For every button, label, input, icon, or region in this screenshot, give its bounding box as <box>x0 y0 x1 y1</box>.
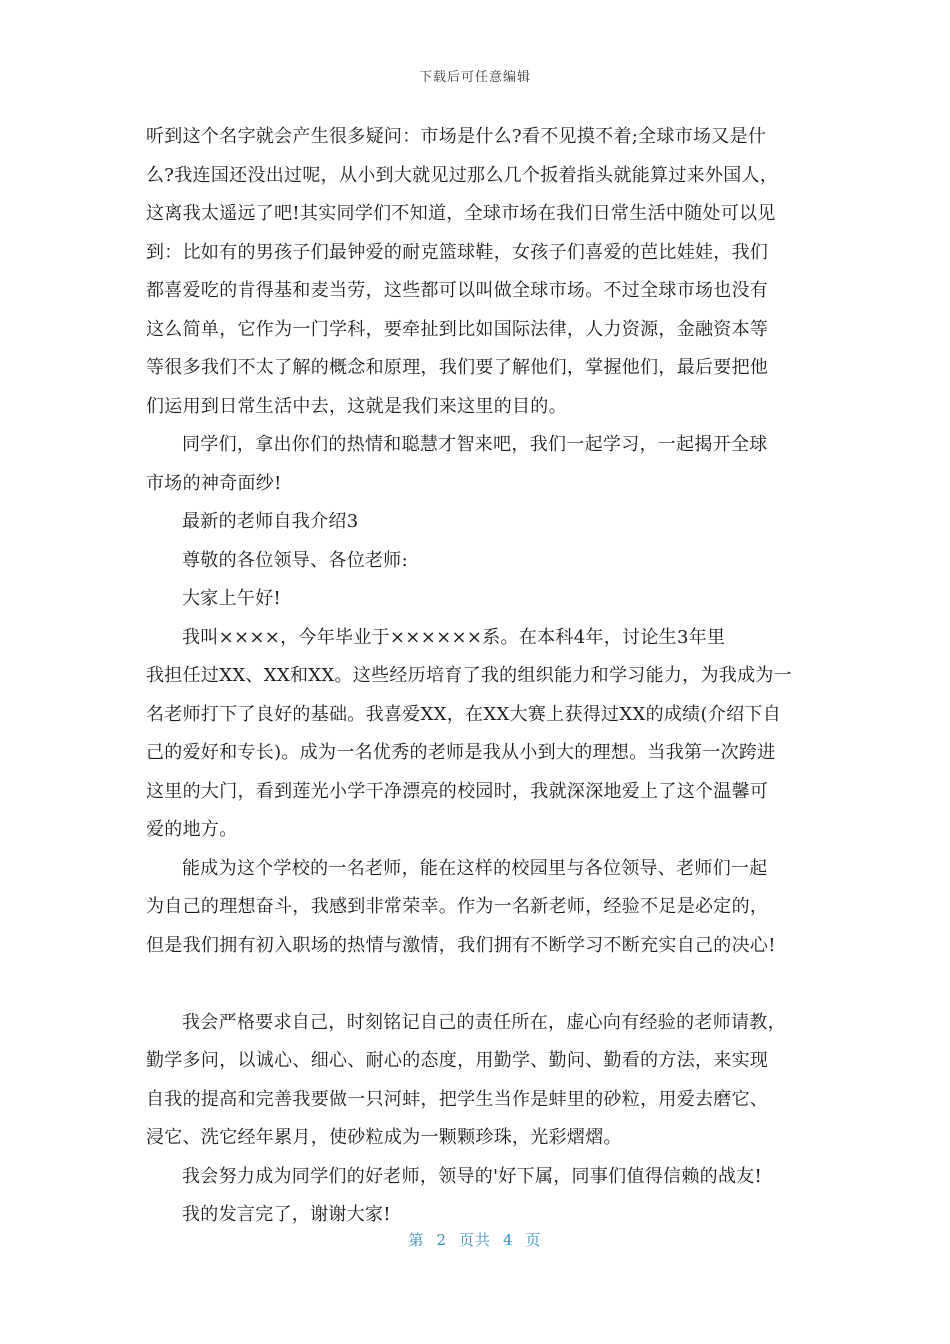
footer-suffix: 页 <box>525 1231 542 1249</box>
text-line: 我担任过XX、XX和XX。这些经历培育了我的组织能力和学习能力，为我成为一 <box>146 665 792 686</box>
text-line: 最新的老师自我介绍3 <box>182 511 359 532</box>
text-line: 我的发言完了，谢谢大家! <box>182 1204 391 1225</box>
text-line: 己的爱好和专长)。成为一名优秀的老师是我从小到大的理想。当我第一次跨进 <box>146 742 776 763</box>
text-line: 大家上午好! <box>182 588 282 609</box>
text-line: 到：比如有的男孩子们最钟爱的耐克篮球鞋，女孩子们喜爱的芭比娃娃，我们 <box>146 241 769 263</box>
text-line: 我叫××××，今年毕业于××××××系。在本科4年，讨论生3年里 <box>182 626 726 648</box>
text-line: 能成为这个学校的一名老师，能在这样的校园里与各位领导、老师们一起 <box>182 857 768 879</box>
footer-middle: 页共 <box>458 1231 491 1249</box>
text-line: 都喜爱吃的肯得基和麦当劳，这些都可以叫做全球市场。不过全球市场也没有 <box>146 280 769 301</box>
text-line: 这么简单，它作为一门学科，要牵扯到比如国际法律，人力资源，金融资本等 <box>146 318 769 340</box>
text-line: 么?我连国还没出过呢，从小到大就见过那么几个扳着指头就能算过来外国人， <box>146 164 779 186</box>
text-line: 尊敬的各位领导、各位老师: <box>182 549 408 571</box>
page-footer <box>0 1229 950 1250</box>
text-line: 自我的提高和完善我要做一只河蚌，把学生当作是蚌里的砂粒，用爱去磨它、 <box>146 1088 769 1110</box>
text-line: 这里的大门，看到莲光小学干净漂亮的校园时，我就深深地爱上了这个温馨可 <box>146 780 769 802</box>
text-line: 听到这个名字就会产生很多疑问：市场是什么?看不见摸不着;全球市场又是什 <box>146 126 767 147</box>
footer-prefix: 第 <box>408 1231 425 1249</box>
text-line: 为自己的理想奋斗，我感到非常荣幸。作为一名新老师，经验不足是必定的， <box>146 896 769 917</box>
page-header: 下载后可任意编辑 <box>418 70 531 85</box>
text-line: 我会努力成为同学们的好老师，领导的'好下属，同事们值得信赖的战友! <box>182 1165 763 1187</box>
text-line: 浸它、洗它经年累月，使砂粒成为一颗颗珍珠，光彩熠熠。 <box>146 1127 622 1148</box>
footer-total-pages: 4 <box>503 1231 514 1249</box>
blank-line <box>146 965 814 1004</box>
text-line: 同学们，拿出你们的热情和聪慧才智来吧，我们一起学习，一起揭开全球 <box>182 434 768 455</box>
text-line: 市场的神奇面纱! <box>146 472 282 494</box>
text-line: 们运用到日常生活中去，这就是我们来这里的目的。 <box>146 395 567 417</box>
text-line: 等很多我们不太了解的概念和原理，我们要了解他们，掌握他们，最后要把他 <box>146 357 769 378</box>
footer-page-number: 2 <box>436 1231 447 1249</box>
text-line: 我会严格要求自己，时刻铭记自己的责任所在，虚心向有经验的老师请教， <box>182 1011 786 1033</box>
text-line: 但是我们拥有初入职场的热情与激情，我们拥有不断学习不断充实自己的决心! <box>146 934 776 956</box>
text-line: 爱的地方。 <box>146 819 238 840</box>
text-line: 这离我太遥远了吧!其实同学们不知道，全球市场在我们日常生活中随处可以见 <box>146 203 776 224</box>
text-line: 勤学多问，以诚心、细心、耐心的态度，用勤学、勤问、勤看的方法，来实现 <box>146 1050 769 1071</box>
document-body <box>146 118 814 1235</box>
text-line: 名老师打下了良好的基础。我喜爱XX，在XX大赛上获得过XX的成绩(介绍下自 <box>146 703 782 725</box>
